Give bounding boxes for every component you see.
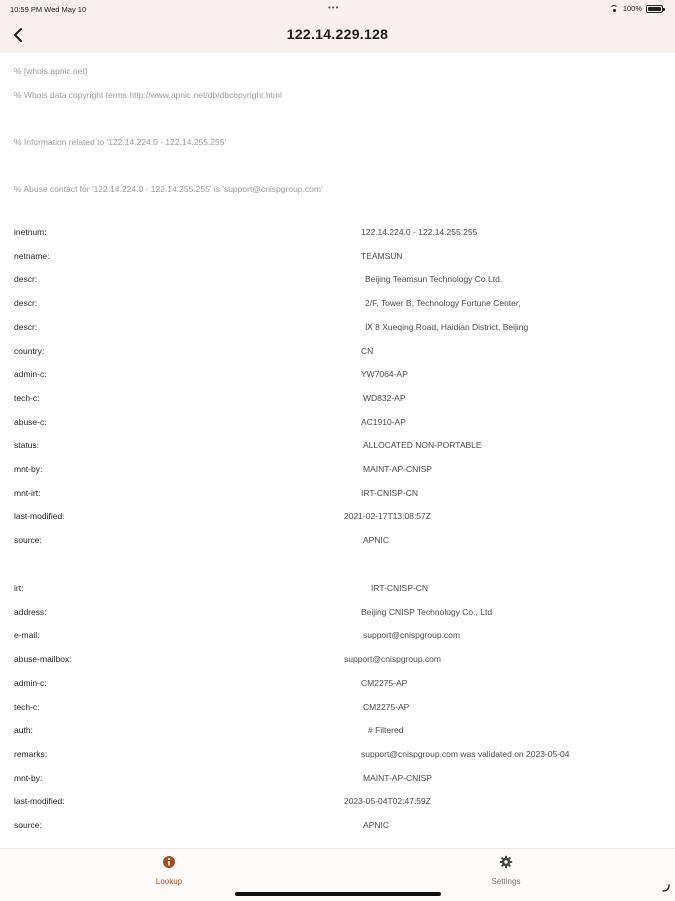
field-value[interactable]: CN	[361, 345, 374, 356]
home-indicator	[235, 892, 441, 896]
field-value[interactable]: 2023-05-04T02:47:59Z	[344, 796, 431, 807]
field-key: inetnum:	[14, 227, 47, 237]
field-value[interactable]: Ⅸ 8 Xueqing Road, Haidian District, Beijing	[365, 321, 529, 332]
field-key: admin-c:	[14, 677, 47, 688]
field-key: descr:	[14, 298, 38, 309]
resize-corner-icon	[661, 883, 671, 893]
field-key: mnt-by:	[14, 772, 43, 783]
status-right	[610, 4, 663, 13]
field-key: descr:	[14, 321, 38, 332]
field-key: tech-c:	[14, 392, 40, 403]
field-key: abuse-mailbox:	[14, 654, 72, 665]
tab-lookup-label: Lookup	[155, 877, 183, 886]
field-key: tech-c:	[14, 701, 40, 712]
whois-comment: % Abuse contact for '122.14.224.0 - 122.14.255.255' is 'support@cnispgroup.com'	[14, 184, 323, 194]
field-key: last-modified:	[14, 511, 65, 522]
field-key: e-mail:	[14, 630, 40, 641]
whois-field	[0, 535, 675, 549]
field-value[interactable]: APNIC	[363, 820, 389, 830]
multitask-dots[interactable]: •••	[328, 3, 340, 12]
field-key: status:	[14, 440, 40, 451]
field-value[interactable]: # Filtered	[368, 725, 404, 736]
whois-field	[0, 511, 675, 525]
field-value[interactable]: MAINT-AP-CNISP	[363, 772, 432, 783]
whois-field	[0, 607, 675, 621]
field-value[interactable]: support@cnispgroup.com	[344, 654, 441, 665]
gear-icon	[499, 855, 513, 869]
battery-icon	[646, 5, 663, 13]
whois-field	[0, 583, 675, 597]
field-value[interactable]: YW7064-AP	[361, 369, 408, 380]
whois-field	[0, 369, 675, 383]
field-key: remarks:	[14, 748, 48, 759]
field-key: country:	[14, 345, 45, 356]
status-bar	[0, 0, 675, 18]
field-key: abuse-c:	[14, 416, 47, 427]
field-value[interactable]: MAINT-AP-CNISP	[363, 464, 432, 474]
whois-field	[0, 796, 675, 810]
field-key: mnt-by:	[14, 464, 43, 474]
field-key: source:	[14, 535, 42, 546]
whois-field	[0, 725, 675, 739]
field-key: irt:	[14, 583, 24, 593]
whois-field	[0, 820, 675, 834]
field-value[interactable]: AC1910-AP	[361, 416, 406, 427]
whois-field	[0, 678, 675, 692]
whois-field	[0, 298, 675, 312]
field-value[interactable]: APNIC	[363, 535, 389, 546]
whois-field	[0, 749, 675, 763]
tab-lookup[interactable]	[139, 855, 199, 886]
tab-settings-label: Settings	[491, 877, 521, 886]
whois-field	[0, 251, 675, 265]
field-value[interactable]: 2/F, Tower B, Technology Fortune Center,	[365, 298, 521, 309]
field-value[interactable]: CM2275-AP	[361, 677, 408, 688]
whois-comment: % [whois.apnic.net]	[14, 66, 88, 76]
whois-comment: % Whois data copyright terms http://www.apnic.net/db/dbcopyright.html	[14, 90, 282, 100]
whois-field	[0, 702, 675, 716]
whois-result	[0, 53, 675, 848]
field-value[interactable]: 122.14.224.0 - 122.14.255.255	[361, 227, 478, 237]
field-key: source:	[14, 820, 42, 830]
whois-field	[0, 393, 675, 407]
field-key: last-modified:	[14, 796, 65, 807]
field-value[interactable]: 2021-02-17T13:08:57Z	[344, 511, 431, 522]
field-key: descr:	[14, 274, 38, 285]
field-key: address:	[14, 606, 47, 617]
field-value[interactable]: IRT-CNISP-CN	[361, 487, 418, 498]
field-value[interactable]: WD832-AP	[363, 392, 406, 403]
info-icon	[162, 855, 176, 869]
field-key: auth:	[14, 725, 33, 736]
whois-field	[0, 227, 675, 241]
whois-field	[0, 464, 675, 478]
field-value[interactable]: TEAMSUN	[361, 250, 403, 261]
status-time: 10:59 PM Wed May 10	[10, 5, 87, 14]
page-title: 122.14.229.128	[286, 26, 389, 42]
whois-field	[0, 274, 675, 288]
whois-field	[0, 488, 675, 502]
whois-field	[0, 322, 675, 336]
field-key: admin-c:	[14, 369, 47, 380]
whois-field	[0, 440, 675, 454]
whois-field	[0, 773, 675, 787]
battery-percent: 100%	[622, 4, 642, 13]
wifi-icon	[610, 5, 619, 12]
field-key: netname:	[14, 250, 50, 261]
field-key: mnt-irt:	[14, 487, 41, 498]
field-value[interactable]: ALLOCATED NON-PORTABLE	[363, 440, 482, 451]
field-value[interactable]: IRT-CNISP-CN	[371, 583, 428, 593]
field-value[interactable]: Beijing CNISP Technology Co., Ltd	[361, 606, 493, 617]
field-value[interactable]: support@cnispgroup.com	[363, 630, 460, 641]
whois-field	[0, 654, 675, 668]
tab-settings[interactable]	[476, 855, 536, 886]
whois-field	[0, 417, 675, 431]
whois-comment: % Information related to '122.14.224.0 - 122.14.255.255'	[14, 137, 227, 147]
whois-field	[0, 630, 675, 644]
nav-header	[0, 18, 675, 53]
field-value[interactable]: CM2275-AP	[363, 701, 410, 712]
field-value[interactable]: support@cnispgroup.com was validated on 2023-05-04	[361, 748, 570, 759]
field-value[interactable]: Beijing Teamsun Technology Co.Ltd.	[365, 274, 503, 285]
whois-field	[0, 346, 675, 360]
